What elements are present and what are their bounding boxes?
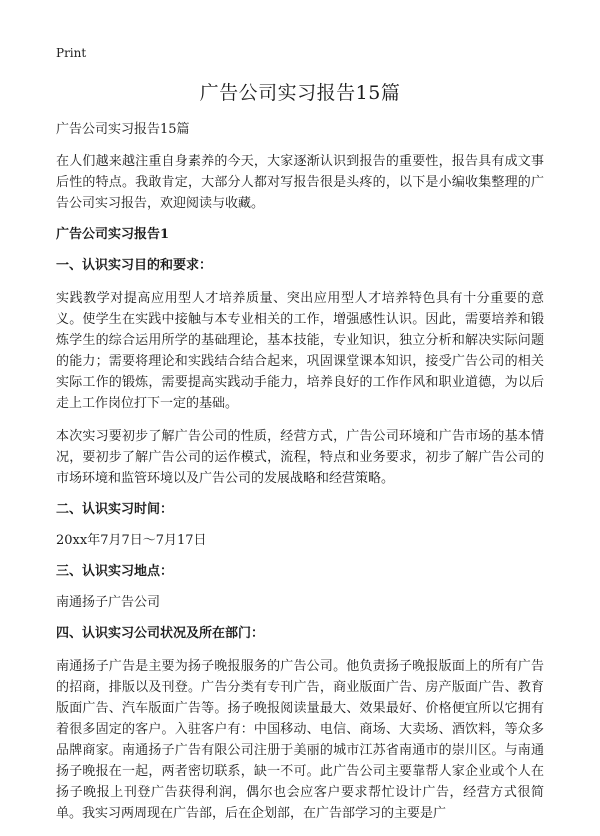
document-subtitle: 广告公司实习报告15篇 <box>56 122 190 137</box>
purpose-paragraph-1: 实践教学对提高应用型人才培养质量、突出应用型人才培养特色具有十分重要的意义。使学生在实践中接触与本专业相关的工作，增强感性认识。因此，需要培养和锻炼学生的综合运用所学的基础理论，基本技能，专业知识，独立分析和解决实际问题的能力；需要将理论和实践结合结合起来，巩固课堂课本知识，接受广告公司的相关实际工作的锻炼，需要提高实践动手能力，培养良好的工作作风和职业道德，为以后走上工作岗位打下一定的基础。 <box>56 291 544 411</box>
document-body <box>56 121 544 836</box>
section-heading-time: 二、认识实习时间： <box>56 502 174 517</box>
company-paragraph: 南通扬子广告是主要为扬子晚报服务的广告公司。他负责扬子晚报版面上的所有广告的招商，排版以及刊登。广告分类有专刊广告，商业版面广告、房产版面广告、教育版面广告、汽车版面广告等。扬子晚报阅读量最大、效果最好、价格便宜所以它拥有着很多固定的客户。入驻客户有：中国移动、电信、商场、大卖场、酒饮料，等众多品牌商家。南通扬子广告有限公司注册于美丽的城市江苏省南通市的崇川区。与南通扬子晚报在一起，两者密切联系，缺一不可。此广告公司主要靠帮人家企业或个人在扬子晚报上刊登广告获得利润，偶尔也会应客户要求帮忙设计广告，经营方式很简单。我实习两周现在广告部，后在企划部，在广告部学习的主要是广 <box>56 659 544 821</box>
report-heading: 广告公司实习报告1 <box>56 227 170 242</box>
section-heading-company: 四、认识实习公司状况及所在部门： <box>56 626 265 641</box>
section-heading-location: 三、认识实习地点： <box>56 564 174 579</box>
section-heading-purpose: 一、认识实习目的和要求： <box>56 258 213 273</box>
page-title: 广告公司实习报告15篇 <box>199 82 401 104</box>
intro-paragraph: 在人们越来越注重自身素养的今天，大家逐渐认识到报告的重要性，报告具有成文事后性的特点。我敢肯定，大部分人都对写报告很是头疼的，以下是小编收集整理的广告公司实习报告，欢迎阅读与收藏。 <box>56 154 544 211</box>
internship-time: 20xx年7月7日～7月17日 <box>56 533 207 548</box>
internship-location: 南通扬子广告公司 <box>56 595 161 610</box>
print-link[interactable]: Print <box>56 46 87 60</box>
purpose-paragraph-2: 本次实习要初步了解广告公司的性质，经营方式，广告公司环境和广告市场的基本情况，要初步了解广告公司的运作模式，流程，特点和业务要求，初步了解广告公司的市场环境和监管环境以及广告公司的发展战略和经营策略。 <box>56 429 544 486</box>
